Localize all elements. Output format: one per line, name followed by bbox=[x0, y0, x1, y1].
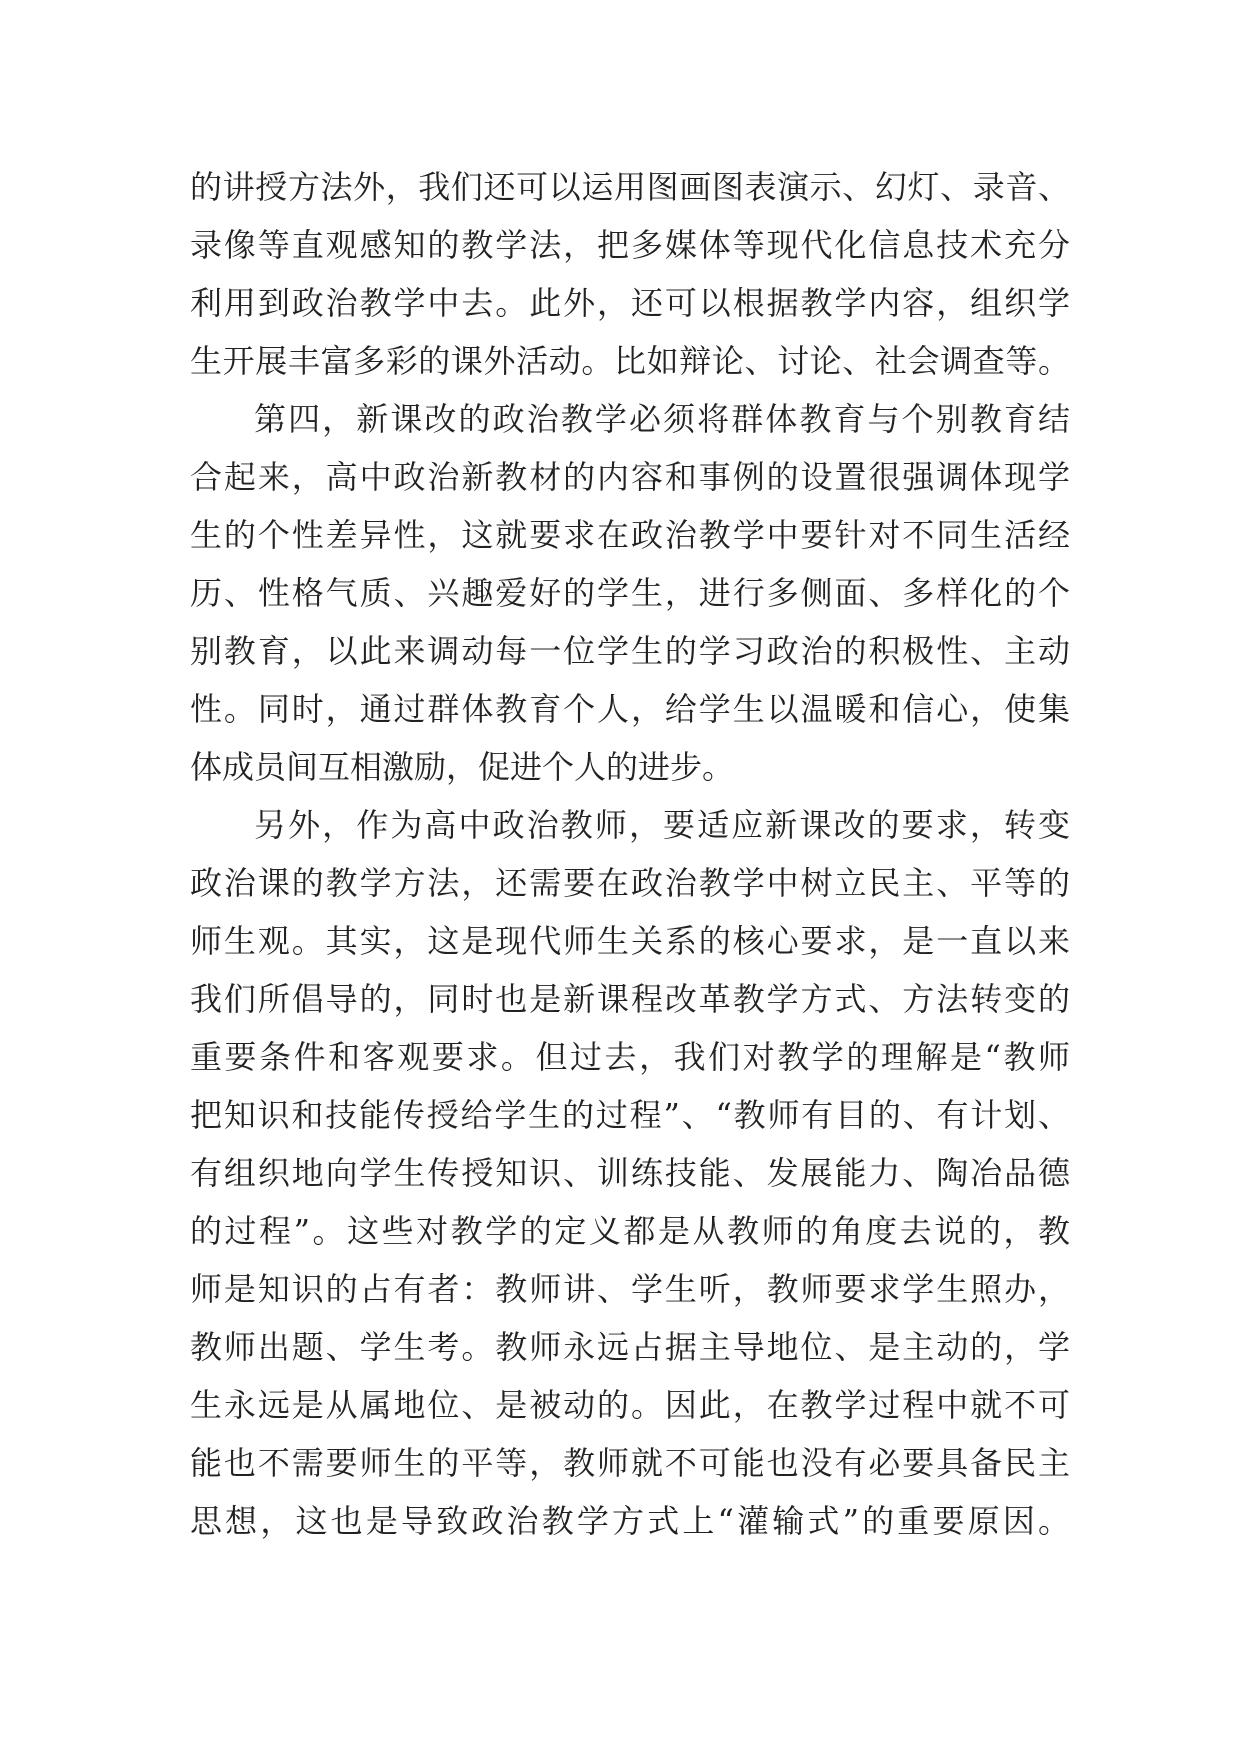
text-line: 把知识和技能传授给学生的过程”、“教师有目的、有计划、 bbox=[190, 1096, 1070, 1134]
text-line: 思想，这也是导致政治教学方式上“灌输式”的重要原因。 bbox=[190, 1502, 1070, 1540]
text-line: 我们所倡导的，同时也是新课程改革教学方式、方法转变的 bbox=[190, 980, 1070, 1018]
text-line: 政治课的教学方法，还需要在政治教学中树立民主、平等的 bbox=[190, 864, 1070, 902]
text-line: 教师出题、学生考。教师永远占据主导地位、是主动的，学 bbox=[190, 1328, 1070, 1366]
text-line: 能也不需要师生的平等，教师就不可能也没有必要具备民主 bbox=[190, 1444, 1070, 1482]
text-line: 重要条件和客观要求。但过去，我们对教学的理解是“教师 bbox=[190, 1038, 1070, 1076]
text-line: 有组织地向学生传授知识、训练技能、发展能力、陶冶品德 bbox=[190, 1154, 1070, 1192]
text-line: 的过程”。这些对教学的定义都是从教师的角度去说的，教 bbox=[190, 1212, 1070, 1250]
paragraph-2 bbox=[190, 390, 1070, 796]
body-text bbox=[190, 158, 1070, 1550]
text-line: 生的个性差异性，这就要求在政治教学中要针对不同生活经 bbox=[190, 516, 1070, 554]
text-line: 生永远是从属地位、是被动的。因此，在教学过程中就不可 bbox=[190, 1386, 1070, 1424]
text-line: 性。同时，通过群体教育个人，给学生以温暖和信心，使集 bbox=[190, 690, 1070, 728]
paragraph-3 bbox=[190, 796, 1070, 1550]
text-line: 另外，作为高中政治教师，要适应新课改的要求，转变 bbox=[254, 806, 1070, 844]
text-line: 体成员间互相激励，促进个人的进步。 bbox=[190, 748, 735, 786]
text-line: 师是知识的占有者：教师讲、学生听，教师要求学生照办， bbox=[190, 1270, 1070, 1308]
text-line: 第四，新课改的政治教学必须将群体教育与个别教育结 bbox=[254, 400, 1070, 438]
text-line: 录像等直观感知的教学法，把多媒体等现代化信息技术充分 bbox=[190, 226, 1070, 264]
text-line: 的讲授方法外，我们还可以运用图画图表演示、幻灯、录音、 bbox=[190, 168, 1070, 206]
text-line: 合起来，高中政治新教材的内容和事例的设置很强调体现学 bbox=[190, 458, 1070, 496]
text-line: 别教育，以此来调动每一位学生的学习政治的积极性、主动 bbox=[190, 632, 1070, 670]
text-line: 利用到政治教学中去。此外，还可以根据教学内容，组织学 bbox=[190, 284, 1070, 322]
text-line: 历、性格气质、兴趣爱好的学生，进行多侧面、多样化的个 bbox=[190, 574, 1070, 612]
text-line: 师生观。其实，这是现代师生关系的核心要求，是一直以来 bbox=[190, 922, 1070, 960]
paragraph-1 bbox=[190, 158, 1070, 390]
text-line: 生开展丰富多彩的课外活动。比如辩论、讨论、社会调查等。 bbox=[190, 342, 1070, 380]
